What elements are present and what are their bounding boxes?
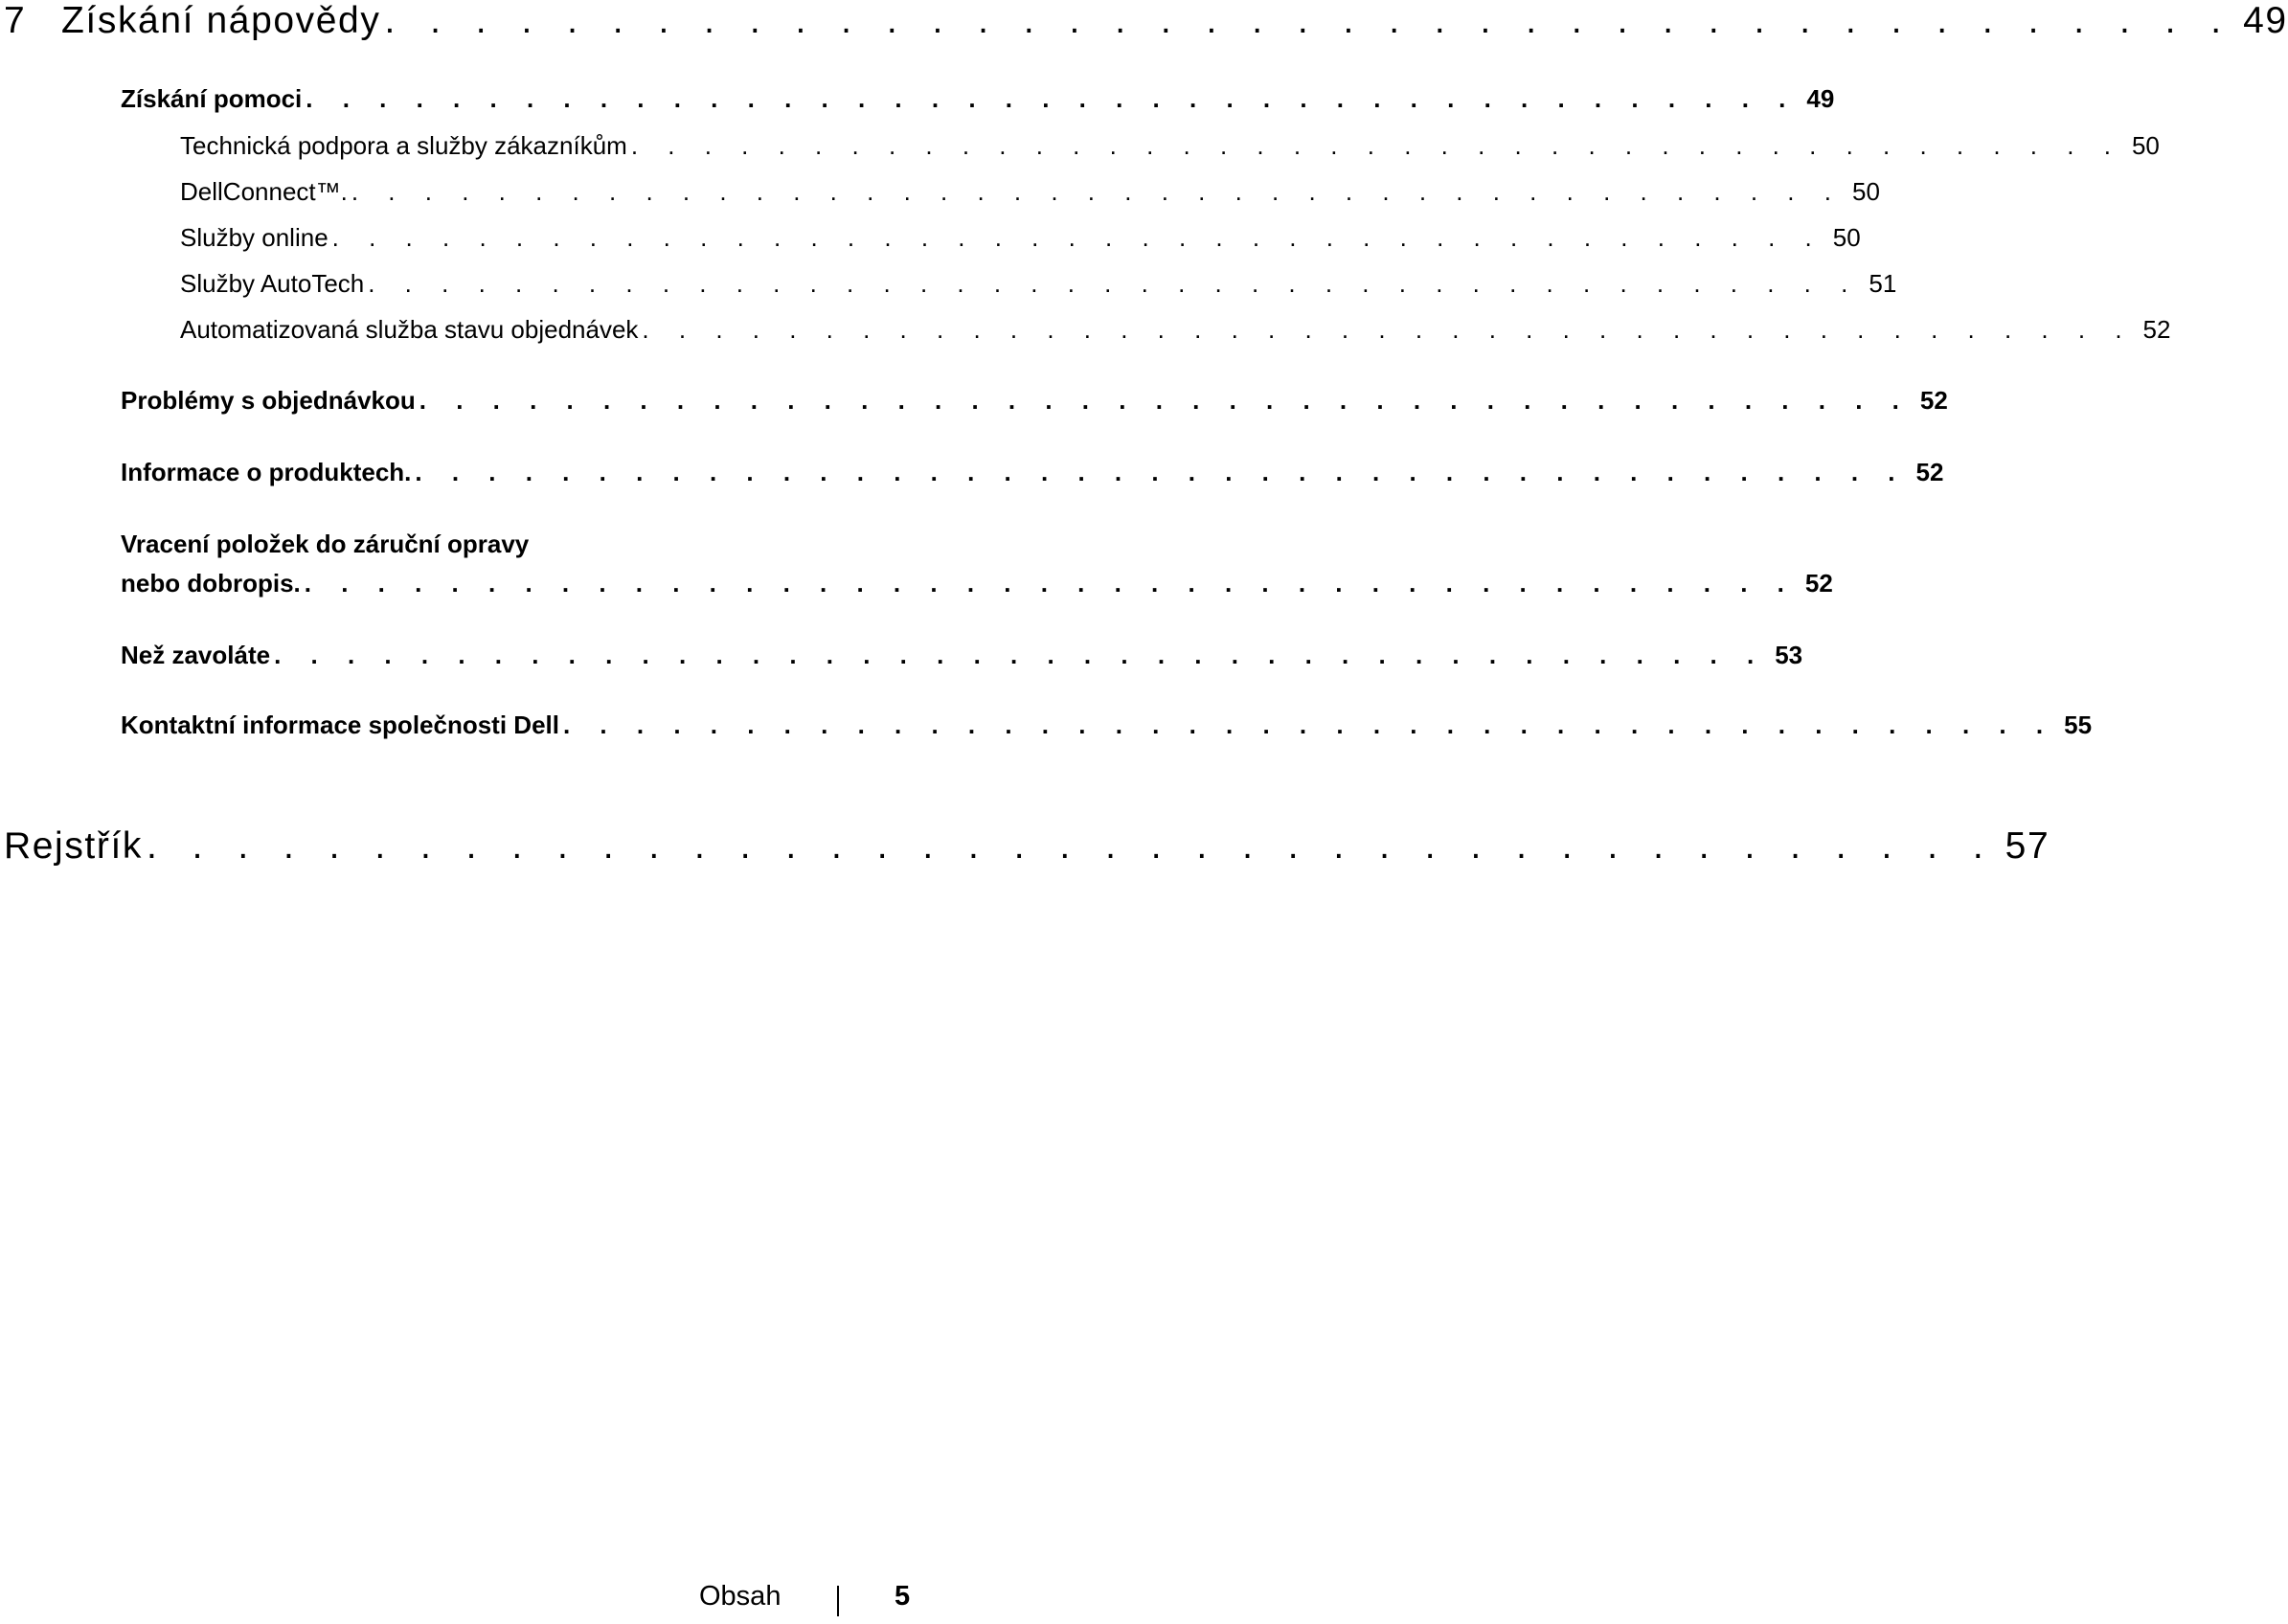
dot-leader: . . . . . . . . . . . . . . . . . . . . . . . . . . . . . . . . . . . . . . . . . [304, 569, 1796, 598]
dot-leader: . . . . . . . . . . . . . . . . . . . . . . . . . . . . . . . . . . . . . . . . . [351, 177, 1843, 206]
footer-page-number: 5 [895, 1581, 911, 1612]
entry-page-number: 55 [2064, 710, 2093, 739]
toc-entry-automatizovana-sluzba[interactable] [180, 315, 2171, 345]
toc-entry-informace-o-produktech[interactable] [121, 458, 1944, 487]
toc-entry-sluzby-online[interactable] [180, 223, 1861, 253]
entry-title: Služby online [180, 223, 328, 252]
dot-leader: . . . . . . . . . . . . . . . . . . . . . . . . . . . . . . . . . . . . . . . . . [642, 315, 2134, 344]
entry-page-number: 51 [1869, 269, 1897, 298]
toc-entry-dellconnect[interactable] [180, 177, 1880, 207]
dot-leader: . . . . . . . . . . . . . . . . . . . . . . . . . . . . . . . . . . . . . . . . . [368, 269, 1860, 298]
dot-leader: . . . . . . . . . . . . . . . . . . . . . . . . . . . . . . . . . . . . . . . . . [630, 131, 2122, 160]
entry-title: Problémy s objednávkou [121, 386, 416, 415]
entry-title: Kontaktní informace společnosti Dell [121, 710, 559, 739]
toc-entry-vraceni-polozek-line1[interactable]: Vracení položek do záruční opravy [121, 530, 530, 558]
entry-page-number: 52 [1919, 386, 1948, 415]
dot-leader: . . . . . . . . . . . . . . . . . . . . . . . . . . . . . . . . . . . . . . . . . [419, 386, 1911, 415]
entry-page-number: 52 [2142, 315, 2171, 344]
entry-title: Informace o produktech. [121, 458, 412, 486]
entry-page-number: 49 [1806, 84, 1835, 113]
entry-title: Služby AutoTech [180, 269, 365, 298]
chapter-title: Získání nápovědy [61, 0, 381, 41]
dot-leader: . . . . . . . . . . . . . . . . . . . . . . . . . . . . . . . . . . . . . . . . . [562, 710, 2055, 739]
dot-leader: . . . . . . . . . . . . . . . . . . . . . . . . . . . . . . . . . . . . . . . . . [306, 84, 1798, 113]
dot-leader: . . . . . . . . . . . . . . . . . . . . . . . . . . . . . . . . . . . . . . . . . [384, 0, 2234, 41]
dot-leader: . . . . . . . . . . . . . . . . . . . . . . . . . . . . . . . . . . . . . . . . . [146, 825, 1996, 867]
entry-page-number: 53 [1775, 641, 1803, 669]
entry-title: Automatizovaná služba stavu objednávek [180, 315, 639, 344]
footer-divider [837, 1586, 839, 1616]
entry-page-number: 52 [1915, 458, 1944, 486]
toc-entry-ziskani-pomoci[interactable] [121, 84, 1835, 114]
toc-entry-vraceni-polozek[interactable] [121, 569, 1833, 598]
entry-title-line2: nebo dobropis. [121, 569, 301, 598]
entry-page-number: 52 [1804, 569, 1833, 598]
entry-title: Než zavoláte [121, 641, 271, 669]
entry-title: Technická podpora a služby zákazníkům [180, 131, 627, 160]
toc-entry-kontaktni-informace[interactable] [121, 710, 2093, 740]
index-page-number: 57 [2005, 825, 2050, 867]
toc-chapter-7[interactable] [4, 0, 2288, 42]
dot-leader: . . . . . . . . . . . . . . . . . . . . . . . . . . . . . . . . . . . . . . . . . [331, 223, 1824, 252]
toc-entry-technicka-podpora[interactable] [180, 131, 2160, 161]
entry-page-number: 50 [2131, 131, 2160, 160]
dot-leader: . . . . . . . . . . . . . . . . . . . . . . . . . . . . . . . . . . . . . . . . . [415, 458, 1907, 486]
toc-index[interactable] [4, 825, 2050, 868]
entry-page-number: 50 [1832, 223, 1861, 252]
toc-entry-problemy-s-objednavkou[interactable] [121, 386, 1948, 416]
chapter-page-number: 49 [2243, 0, 2288, 41]
entry-title: Získání pomoci [121, 84, 303, 113]
index-title: Rejstřík [4, 825, 143, 867]
toc-entry-sluzby-autotech[interactable] [180, 269, 1897, 299]
chapter-number: 7 [4, 0, 27, 41]
footer-section-label: Obsah [699, 1581, 782, 1612]
entry-title: DellConnect™. [180, 177, 348, 206]
dot-leader: . . . . . . . . . . . . . . . . . . . . . . . . . . . . . . . . . . . . . . . . . [274, 641, 1766, 669]
entry-page-number: 50 [1851, 177, 1880, 206]
toc-entry-nez-zavolate[interactable] [121, 641, 1803, 670]
